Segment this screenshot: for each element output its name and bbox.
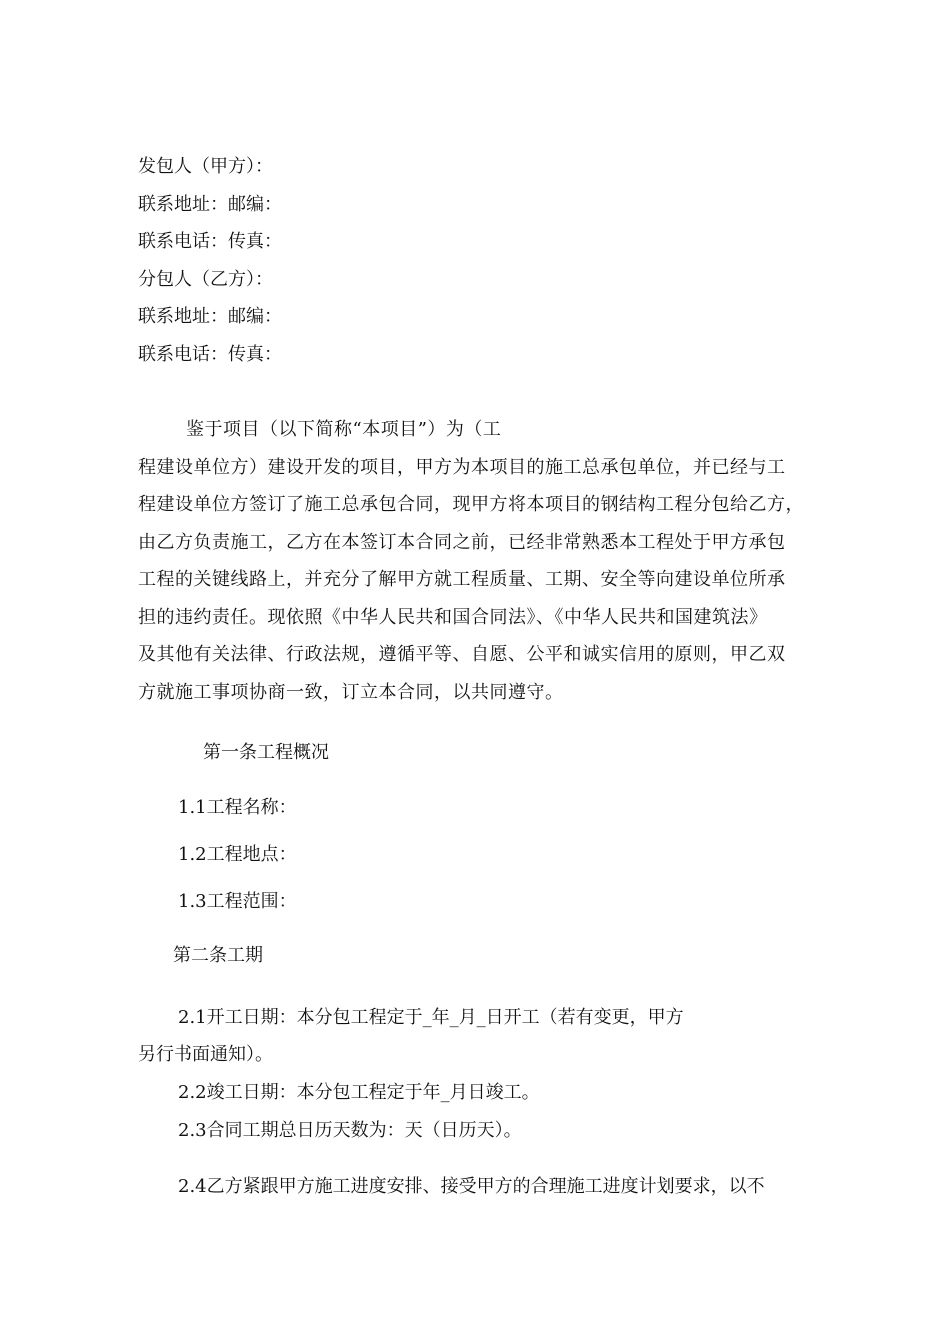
subcontractor-address-label: 联系地址：邮编： bbox=[138, 306, 282, 327]
item-2-4: 2.4乙方紧跟甲方施工进度安排、接受甲方的合理施工进度计划要求，以不 bbox=[178, 1176, 765, 1197]
article-1-title: 第一条工程概况 bbox=[203, 742, 329, 763]
subcontractor-label: 分包人（乙方）： bbox=[138, 269, 273, 290]
item-1-1: 1.1工程名称： bbox=[178, 797, 297, 818]
employer-address-label: 联系地址：邮编： bbox=[138, 194, 282, 215]
item-2-2: 2.2竣工日期：本分包工程定于年_月日竣工。 bbox=[178, 1082, 540, 1103]
preamble-line: 由乙方负责施工，乙方在本签订本合同之前，已经非常熟悉本工程处于甲方承包 bbox=[138, 532, 786, 553]
employer-label: 发包人（甲方）： bbox=[138, 156, 273, 177]
preamble-line: 程建设单位方签订了施工总承包合同，现甲方将本项目的钢结构工程分包给乙方， bbox=[138, 494, 804, 515]
item-2-3: 2.3合同工期总日历天数为：天（日历天）。 bbox=[178, 1120, 522, 1141]
preamble-line: 鉴于项目（以下简称“本项目”）为（工 bbox=[186, 419, 502, 440]
subcontractor-phone-label: 联系电话：传真： bbox=[138, 344, 282, 365]
item-1-3: 1.3工程范围： bbox=[178, 891, 297, 912]
employer-phone-label: 联系电话：传真： bbox=[138, 231, 282, 252]
preamble-line: 工程的关键线路上，并充分了解甲方就工程质量、工期、安全等向建设单位所承 bbox=[138, 569, 786, 590]
item-1-2: 1.2工程地点： bbox=[178, 844, 297, 865]
item-2-1: 2.1开工日期：本分包工程定于_年_月_日开工（若有变更，甲方 bbox=[178, 1007, 684, 1028]
preamble-line: 担的违约责任。现依照《中华人民共和国合同法》、《中华人民共和国建筑法》 bbox=[138, 607, 768, 628]
preamble-line: 方就施工事项协商一致，订立本合同，以共同遵守。 bbox=[138, 682, 564, 703]
preamble-line: 及其他有关法律、行政法规，遵循平等、自愿、公平和诚实信用的原则，甲乙双 bbox=[138, 644, 786, 665]
preamble-line: 程建设单位方）建设开发的项目，甲方为本项目的施工总承包单位，并已经与工 bbox=[138, 457, 786, 478]
item-2-1-continued: 另行书面通知）。 bbox=[138, 1044, 273, 1065]
article-2-title: 第二条工期 bbox=[173, 945, 263, 966]
